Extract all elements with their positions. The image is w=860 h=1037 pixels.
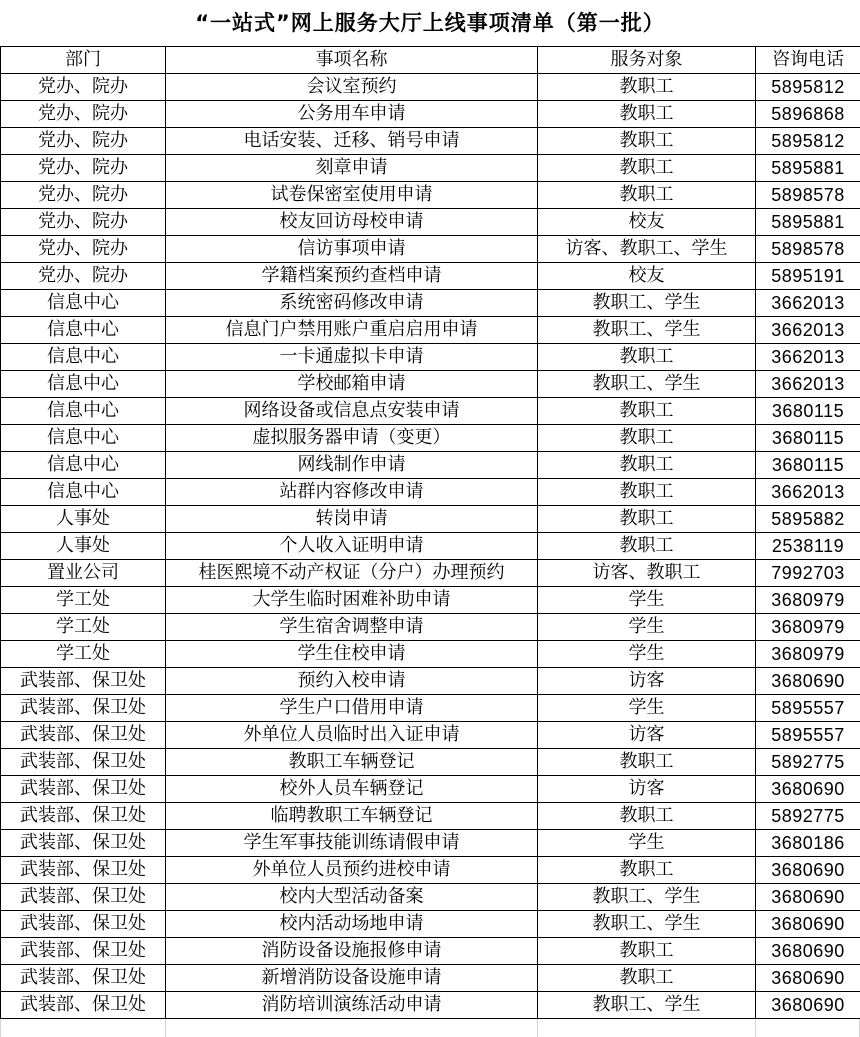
service-target-cell: 教职工、学生 [538,317,756,344]
phone-cell: 2538119 [756,533,860,560]
table-row [1,344,860,371]
department-cell: 人事处 [1,533,166,560]
phone-cell: 3680115 [756,452,860,479]
phone-cell: 3680690 [756,992,860,1019]
department-cell: 党办、院办 [1,182,166,209]
phone-cell: 3680690 [756,776,860,803]
item-name-cell: 外单位人员临时出入证申请 [166,722,538,749]
table-row [1,641,860,668]
department-cell: 武装部、保卫处 [1,668,166,695]
service-target-cell: 访客 [538,722,756,749]
phone-cell: 3680979 [756,614,860,641]
service-target-cell: 教职工、学生 [538,371,756,398]
table-row [1,74,860,101]
item-name-cell: 学生住校申请 [166,641,538,668]
document-title: “一站式”网上服务大厅上线事项清单（第一批） [195,11,665,35]
item-name-cell: 新增消防设备设施申请 [166,965,538,992]
empty-grid-row [0,1019,860,1037]
department-cell: 党办、院办 [1,101,166,128]
phone-cell: 7992703 [756,560,860,587]
table-row [1,290,860,317]
item-name-cell: 公务用车申请 [166,101,538,128]
department-cell: 党办、院办 [1,236,166,263]
department-cell: 武装部、保卫处 [1,884,166,911]
phone-cell: 5895812 [756,74,860,101]
item-name-cell: 网络设备或信息点安装申请 [166,398,538,425]
department-cell: 信息中心 [1,398,166,425]
department-cell: 信息中心 [1,425,166,452]
service-target-cell: 学生 [538,830,756,857]
service-target-cell: 教职工 [538,749,756,776]
table-row [1,479,860,506]
phone-cell: 3680690 [756,911,860,938]
item-name-cell: 信访事项申请 [166,236,538,263]
column-header-department: 部门 [1,47,166,74]
item-name-cell: 校外人员车辆登记 [166,776,538,803]
service-target-cell: 学生 [538,587,756,614]
phone-cell: 3680115 [756,398,860,425]
service-target-cell: 教职工 [538,506,756,533]
phone-cell: 3662013 [756,344,860,371]
department-cell: 党办、院办 [1,74,166,101]
item-name-cell: 校内活动场地申请 [166,911,538,938]
item-name-cell: 大学生临时困难补助申请 [166,587,538,614]
table-row [1,182,860,209]
phone-cell: 5895191 [756,263,860,290]
table-row [1,749,860,776]
service-target-cell: 教职工 [538,101,756,128]
service-target-cell: 教职工、学生 [538,884,756,911]
item-name-cell: 系统密码修改申请 [166,290,538,317]
table-row [1,992,860,1019]
table-row [1,209,860,236]
department-cell: 学工处 [1,641,166,668]
phone-cell: 3680979 [756,641,860,668]
phone-cell: 3680979 [756,587,860,614]
item-name-cell: 教职工车辆登记 [166,749,538,776]
department-cell: 信息中心 [1,452,166,479]
service-target-cell: 教职工 [538,533,756,560]
department-cell: 武装部、保卫处 [1,803,166,830]
item-name-cell: 桂医熙境不动产权证（分户）办理预约 [166,560,538,587]
department-cell: 信息中心 [1,371,166,398]
department-cell: 武装部、保卫处 [1,992,166,1019]
service-target-cell: 教职工 [538,425,756,452]
table-row [1,560,860,587]
phone-cell: 5895881 [756,209,860,236]
service-target-cell: 教职工 [538,74,756,101]
service-target-cell: 教职工、学生 [538,911,756,938]
department-cell: 武装部、保卫处 [1,695,166,722]
department-cell: 武装部、保卫处 [1,965,166,992]
table-row [1,371,860,398]
column-header-service-target: 服务对象 [538,47,756,74]
department-cell: 信息中心 [1,317,166,344]
phone-cell: 5895557 [756,695,860,722]
service-target-cell: 教职工、学生 [538,992,756,1019]
service-target-cell: 访客 [538,776,756,803]
table-row [1,101,860,128]
department-cell: 党办、院办 [1,155,166,182]
department-cell: 武装部、保卫处 [1,722,166,749]
item-name-cell: 学生军事技能训练请假申请 [166,830,538,857]
item-name-cell: 个人收入证明申请 [166,533,538,560]
service-target-cell: 教职工 [538,938,756,965]
phone-cell: 5895881 [756,155,860,182]
service-target-cell: 教职工 [538,452,756,479]
item-name-cell: 预约入校申请 [166,668,538,695]
phone-cell: 5898578 [756,182,860,209]
service-target-cell: 教职工 [538,128,756,155]
department-cell: 置业公司 [1,560,166,587]
table-body [1,74,860,1019]
column-header-phone: 咨询电话 [756,47,860,74]
service-target-cell: 访客、教职工、学生 [538,236,756,263]
phone-cell: 3680690 [756,884,860,911]
department-cell: 武装部、保卫处 [1,749,166,776]
service-target-cell: 教职工 [538,344,756,371]
table-row [1,965,860,992]
table-row [1,776,860,803]
item-name-cell: 消防设备设施报修申请 [166,938,538,965]
service-target-cell: 学生 [538,695,756,722]
department-cell: 党办、院办 [1,263,166,290]
phone-cell: 3662013 [756,290,860,317]
service-target-cell: 教职工 [538,479,756,506]
service-target-cell: 学生 [538,641,756,668]
item-name-cell: 学校邮箱申请 [166,371,538,398]
item-name-cell: 一卡通虚拟卡申请 [166,344,538,371]
table-row [1,398,860,425]
table-row [1,668,860,695]
item-name-cell: 校内大型活动备案 [166,884,538,911]
item-name-cell: 虚拟服务器申请（变更） [166,425,538,452]
department-cell: 信息中心 [1,344,166,371]
department-cell: 武装部、保卫处 [1,857,166,884]
department-cell: 武装部、保卫处 [1,830,166,857]
department-cell: 学工处 [1,587,166,614]
service-target-cell: 教职工 [538,803,756,830]
table-row [1,803,860,830]
phone-cell: 5892775 [756,803,860,830]
item-name-cell: 站群内容修改申请 [166,479,538,506]
phone-cell: 5898578 [756,236,860,263]
item-name-cell: 试卷保密室使用申请 [166,182,538,209]
table-row [1,884,860,911]
phone-cell: 3680690 [756,668,860,695]
item-name-cell: 学籍档案预约查档申请 [166,263,538,290]
phone-cell: 5895557 [756,722,860,749]
table-row [1,317,860,344]
phone-cell: 3662013 [756,371,860,398]
department-cell: 武装部、保卫处 [1,776,166,803]
table-row [1,830,860,857]
table-row [1,236,860,263]
item-name-cell: 消防培训演练活动申请 [166,992,538,1019]
table-row [1,614,860,641]
item-name-cell: 网线制作申请 [166,452,538,479]
department-cell: 党办、院办 [1,209,166,236]
table-header-row [1,47,860,74]
table-row [1,155,860,182]
item-name-cell: 信息门户禁用账户重启启用申请 [166,317,538,344]
phone-cell: 3662013 [756,479,860,506]
department-cell: 武装部、保卫处 [1,938,166,965]
table-row [1,506,860,533]
item-name-cell: 外单位人员预约进校申请 [166,857,538,884]
item-name-cell: 临聘教职工车辆登记 [166,803,538,830]
table-row [1,911,860,938]
table-row [1,128,860,155]
department-cell: 学工处 [1,614,166,641]
phone-cell: 3680690 [756,965,860,992]
phone-cell: 5895812 [756,128,860,155]
phone-cell: 3662013 [756,317,860,344]
table-row [1,857,860,884]
table-row [1,722,860,749]
table-row [1,533,860,560]
department-cell: 信息中心 [1,290,166,317]
service-target-cell: 校友 [538,209,756,236]
service-target-cell: 教职工 [538,398,756,425]
table-row [1,695,860,722]
item-name-cell: 学生宿舍调整申请 [166,614,538,641]
table-row [1,263,860,290]
phone-cell: 3680115 [756,425,860,452]
phone-cell: 5892775 [756,749,860,776]
service-list-table [0,46,860,1019]
service-target-cell: 教职工、学生 [538,290,756,317]
table-row [1,425,860,452]
service-target-cell: 校友 [538,263,756,290]
item-name-cell: 会议室预约 [166,74,538,101]
table-row [1,938,860,965]
phone-cell: 3680690 [756,857,860,884]
phone-cell: 3680690 [756,938,860,965]
table-row [1,587,860,614]
phone-cell: 5895882 [756,506,860,533]
column-header-item-name: 事项名称 [166,47,538,74]
table-row [1,452,860,479]
item-name-cell: 转岗申请 [166,506,538,533]
item-name-cell: 学生户口借用申请 [166,695,538,722]
department-cell: 人事处 [1,506,166,533]
phone-cell: 3680186 [756,830,860,857]
department-cell: 党办、院办 [1,128,166,155]
service-target-cell: 访客、教职工 [538,560,756,587]
department-cell: 武装部、保卫处 [1,911,166,938]
service-target-cell: 教职工 [538,182,756,209]
service-target-cell: 教职工 [538,965,756,992]
service-target-cell: 教职工 [538,155,756,182]
service-target-cell: 访客 [538,668,756,695]
item-name-cell: 电话安装、迁移、销号申请 [166,128,538,155]
phone-cell: 5896868 [756,101,860,128]
service-target-cell: 学生 [538,614,756,641]
department-cell: 信息中心 [1,479,166,506]
item-name-cell: 校友回访母校申请 [166,209,538,236]
item-name-cell: 刻章申请 [166,155,538,182]
service-target-cell: 教职工 [538,857,756,884]
